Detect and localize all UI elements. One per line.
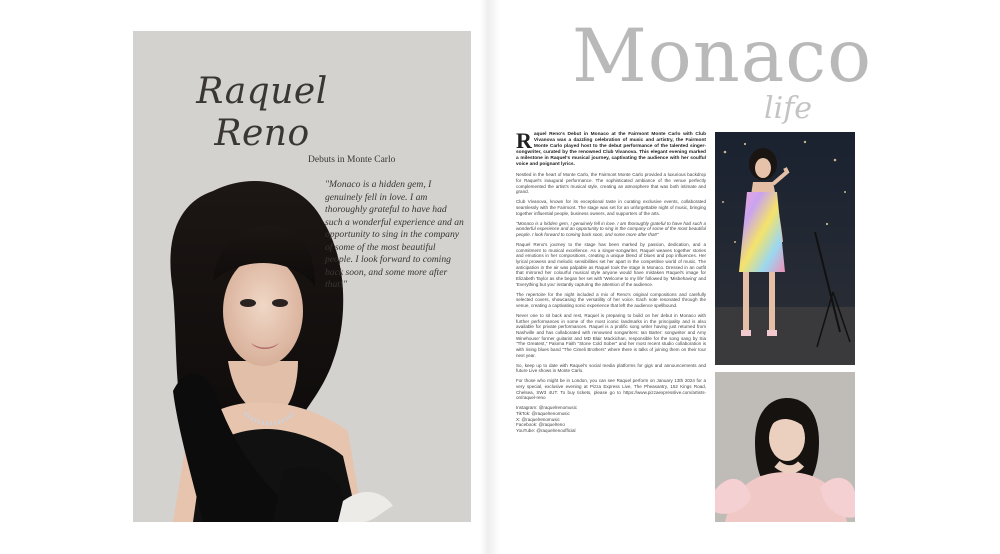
social-instagram: Instagram: @raquelrenomusic xyxy=(516,405,577,411)
headline-last-name: Reno xyxy=(214,113,310,154)
article-paragraph: Club Vivanova, known for its exceptional taste in curating exclusive events, collaborated seamlessly with the Fairmont. The stage was set for an unforgettable night of music, bringing together influential people, business owners, and supporters of the arts. xyxy=(516,199,706,216)
headline-subtitle: Debuts in Monte Carlo xyxy=(308,155,396,165)
article-body xyxy=(516,128,706,434)
article-paragraph: Raquel Reno's journey to the stage has been marked by passion, dedication, and a commitment to musical excellence. As a singer-songwriter, Raquel weaves together stories and emotions in her compositions, creating a unique blend of blues and pop influences. Her lyrical prowess and melodic sensibilities set her apart in the competitive world of music. The anticipation in the air was palpable as Raquel took the stage in Monaco. Dressed in an outfit that mirrored her colourful musical style anyone would have mistaken Raquel's image for Elizabeth Taylor as she began her set with 'Welcome to my life' followed by 'Misbehaving' and 'Everything but you' instantly capturing the attention of the audience. xyxy=(516,242,706,287)
social-x: X: @raquelrenomusic xyxy=(516,416,560,422)
magazine-title: Monaco xyxy=(572,14,873,99)
article-quote: "Monaco is a hidden gem, I genuinely fell in love. I am thoroughly grateful to have had such a wonderful experience and an opportunity to sing in the company of some of the most beautiful people. I look forward to coming back soon, and some more after that!" xyxy=(516,220,706,238)
social-facebook: Facebook: @raquelreno xyxy=(516,422,565,428)
left-page xyxy=(133,31,471,522)
article-paragraph: For those who might be in London, you can see Raquel perform on January 13th 2024 for a very special, exclusive evening at Pizza Express Live, The Pheasantry, 152 Kings Road, Chelsea, SW3 4UT. To buy tickets, please go to https://www.pizzaexpresslive.com/artists-on/raquel-reno xyxy=(516,378,706,401)
article-paragraph: Never one to sit back and rest, Raquel is preparing to build on her debut in Monaco with further performances in some of the most iconic landmarks in the principality and is also available for private performances. Raquel is a prolific song writer having just returned from Nashville and has collaborated with renowned songwriters: Ian Barter: songwriter and Amy Winehouse' former guitarist and MD Blair Mackichan, responsible for the song sang by Sia "The Greatest," Paloma Faith "Stone Cold Sober" and her most recent studio collaboration is with rising blues band "The Cimeli Brothers" where there is talks of joining them on their tour next year. xyxy=(516,313,706,358)
article-paragraph: Nestled in the heart of Monte Carlo, the Fairmont Monte Carlo provided a luxurious backdrop for Raquel's inaugural performance. The sophisticated ambiance of the venue perfectly complemented the artist's musical style, creating an atmosphere that was both intimate and grand. xyxy=(516,172,706,195)
social-youtube: YouTube: @raquelrenoofficial xyxy=(516,428,576,434)
article-paragraph: So, keep up to date with Raquel's social media platforms for gigs and announcements and future Live shows in Monte Carlo. xyxy=(516,362,706,374)
headline-first-name: Raquel xyxy=(196,71,328,112)
feather-jacket-photo xyxy=(715,372,855,522)
social-list xyxy=(516,405,706,433)
lead-text: aquel Reno's Debut in Monaco at the Fairmont Monte Carlo with Club Vivanova was a dazzling celebration of music and artistry, the Fairmont Monte Carlo played host to the debut performance of the talented singer-songwriter, curated by the renowned Club Vivanova. This elegant evening marked a milestone in Raquel's musical journey, captivating the audience with her soulful voice and poignant lyrics. xyxy=(516,132,706,167)
pull-quote: "Monaco is a hidden gem, I genuinely fell in love. I am thoroughly grateful to have had such a wonderful experience and an opportunity to sing in the company of some of the most beautiful people. I look forward to coming back soon, and some more after that!" xyxy=(325,179,464,290)
magazine-subtitle: life xyxy=(764,91,813,126)
performance-photo xyxy=(715,132,855,365)
drop-cap: R xyxy=(516,128,532,153)
article-paragraph: The repertoire for the night included a mix of Reno's original compositions and carefully selected covers, showcasing the versatility of her voice. Each note resonated through the venue, creating a captivating sonic experience that left the audience spellbound. xyxy=(516,291,706,309)
social-tiktok: TikTok: @raquelrenomusic xyxy=(516,411,570,417)
article-lead xyxy=(516,128,706,168)
